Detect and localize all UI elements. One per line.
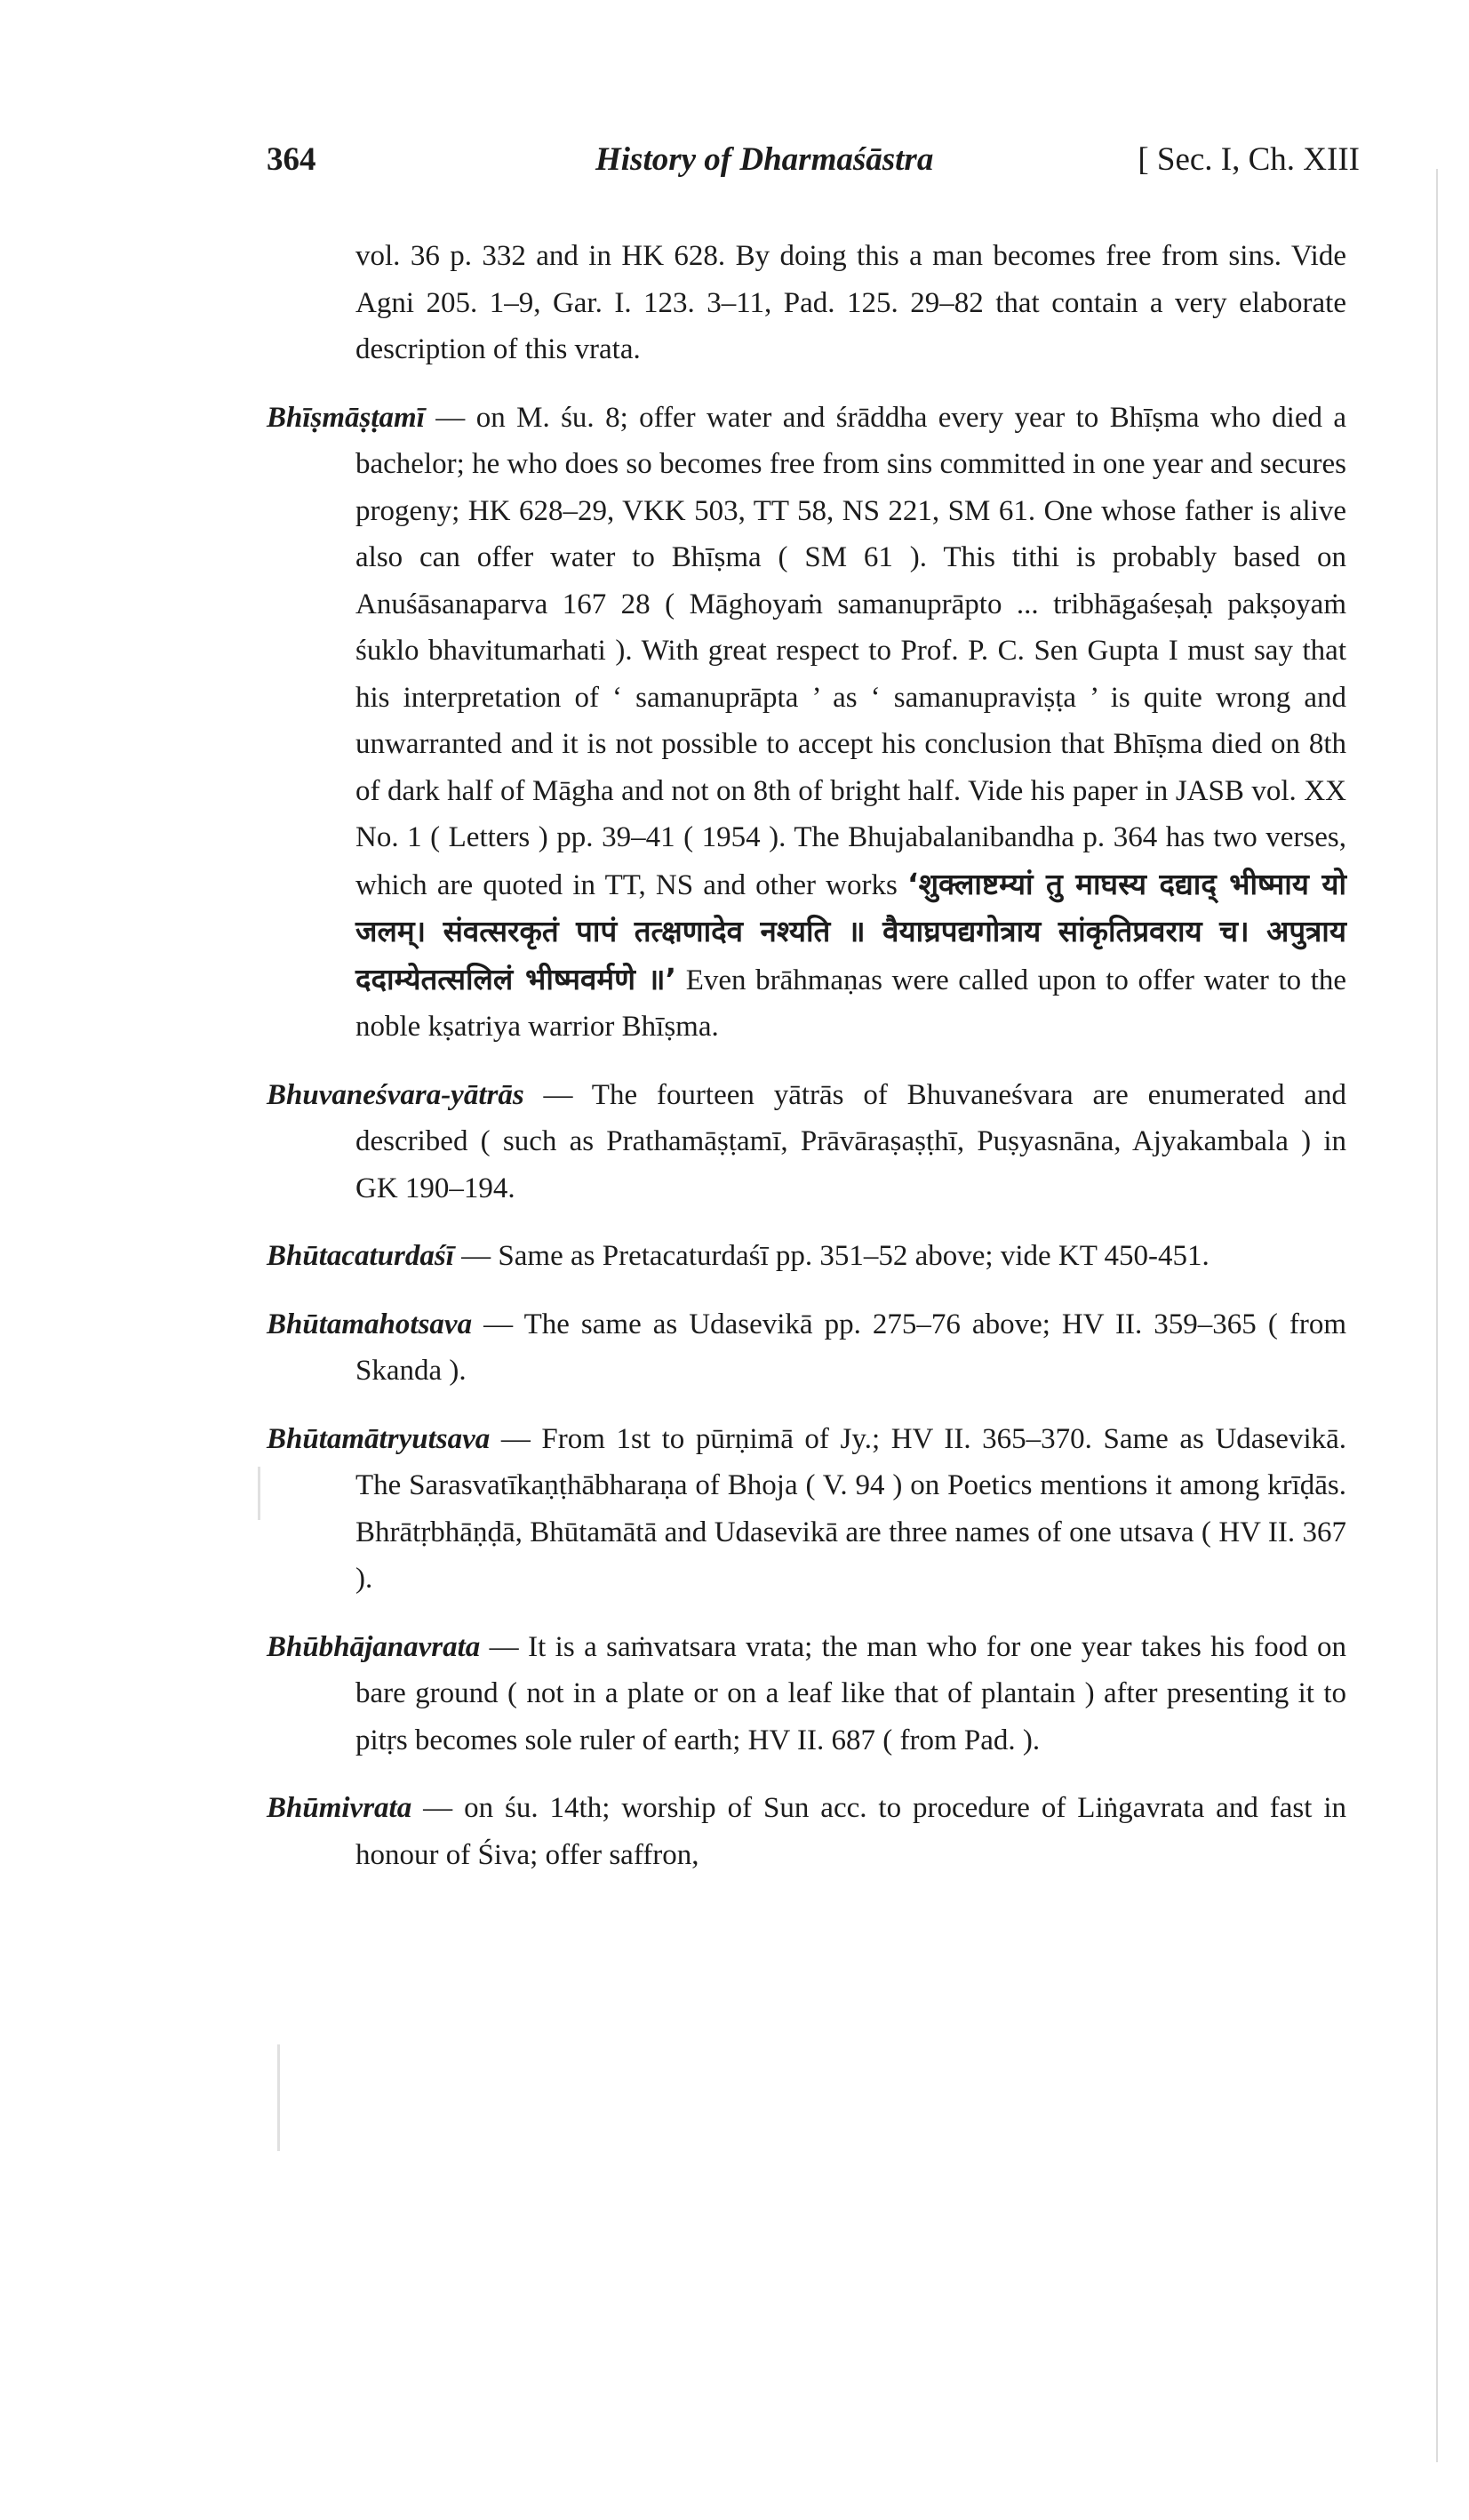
entry-bhuvanesvara-yatras xyxy=(267,1072,1346,1212)
em-dash: — xyxy=(423,1792,453,1824)
sanskrit-verse: ‘शुक्लाष्टम्यां तु माघस्य दद्याद् भीष्माय यो जलम्। संवत्सरकृतं पापं तत्क्षणादेव नश्यति ॥ वैयाघ्रपद्यगोत्राय सांकृतिप्रवराय च। अपुत्राय ददाम्येतत्सलिलं भीष्मवर्मणे ॥’ xyxy=(355,866,1347,996)
page-body xyxy=(267,233,1346,1900)
scan-edge-line xyxy=(1436,169,1438,2462)
scan-margin-mark xyxy=(277,2044,280,2151)
page-number: 364 xyxy=(267,141,316,178)
entry-text: Same as Pretacaturdaśī pp. 351–52 above; vide KT 450-451. xyxy=(498,1240,1210,1272)
entry-bhutacaturdasi xyxy=(267,1233,1346,1280)
entry-headword: Bhūtamātryutsava xyxy=(267,1422,491,1455)
entry-text: The fourteen yātrās of Bhuvaneśvara are enumerated and described ( such as Prathamāṣṭamī, Prāvāraṣaṣṭhī, Puṣyasnāna, Ajyakambala ) in GK 190–194. xyxy=(355,1078,1346,1204)
entry-bhismastami xyxy=(267,395,1346,1051)
book-title: History of Dharmaśāstra xyxy=(595,141,934,178)
entry-text: The same as Udasevikā pp. 275–76 above; HV II. 359–365 ( from Skanda ). xyxy=(355,1308,1347,1387)
entry-headword: Bhuvaneśvara-yātrās xyxy=(267,1078,524,1111)
entry-text: From 1st to pūrṇimā of Jy.; HV II. 365–370. Same as Udasevikā. The Sarasvatīkaṇṭhābharaṇa of Bhoja ( V. 94 ) on Poetics mentions it among krīḍās. Bhrātṛbhāṇḍā, Bhūtamātā and Udasevikā are three names of one utsava ( HV II. 367 ). xyxy=(355,1422,1347,1595)
entry-bhutamatryutsava xyxy=(267,1416,1346,1603)
entry-text-after: Even brāhmaṇas were called upon to offer water to the noble kṣatriya warrior Bhīṣma. xyxy=(355,964,1347,1043)
em-dash: — xyxy=(543,1078,573,1111)
entry-headword: Bhūmivrata xyxy=(267,1792,412,1824)
em-dash: — xyxy=(483,1308,514,1340)
running-header xyxy=(267,140,1360,194)
entry-continuation xyxy=(267,233,1346,373)
entry-bhutamahotsava xyxy=(267,1301,1346,1395)
scan-margin-mark xyxy=(258,1467,260,1520)
entry-text: It is a saṁvatsara vrata; the man who for one year takes his food on bare ground ( not in a plate or on a leaf like that of plantain ) after presenting it to pitṛs becomes sole ruler of earth; HV II. 687 ( from Pad. ). xyxy=(355,1630,1347,1756)
entry-headword: Bhīṣmāṣṭamī xyxy=(267,401,425,434)
em-dash: — xyxy=(489,1630,519,1663)
entry-bhumivrata xyxy=(267,1785,1346,1878)
entry-text: on M. śu. 8; offer water and śrāddha every year to Bhīṣma who died a bachelor; he who does so becomes free from sins committed in one year and secures progeny; HK 628–29, VKK 503, TT 58, NS 221, SM 61. One whose father is alive also can offer water to Bhīṣma ( SM 61 ). This tithi is probably based on Anuśāsanaparva 167 28 ( Māghoyaṁ samanuprāpto ... tribhāgaśeṣaḥ pakṣoyaṁ śuklo bhavitumarhati ). With great respect to Prof. P. C. Sen Gupta I must say that his interpretation of ‘ samanuprāpta ’ as ‘ samanupraviṣṭa ’ is quite wrong and unwarranted and it is not possible to accept his conclusion that Bhīṣma died on 8th of dark half of Māgha and not on 8th of bright half. Vide his paper in JASB vol. XX No. 1 ( Letters ) pp. 39–41 ( 1954 ). The Bhujabalanibandha p. 364 has two verses, which are quoted in TT, NS and other works xyxy=(355,401,1347,901)
em-dash: — xyxy=(500,1422,531,1455)
entry-headword: Bhūtamahotsava xyxy=(267,1308,473,1340)
em-dash: — xyxy=(435,401,466,434)
em-dash: — xyxy=(461,1240,491,1272)
entry-text: vol. 36 p. 332 and in HK 628. By doing this a man becomes free from sins. Vide Agni 205. 1–9, Gar. I. 123. 3–11, Pad. 125. 29–82 that contain a very elaborate description of this vrata. xyxy=(355,240,1346,365)
entry-headword: Bhūtacaturdaśī xyxy=(267,1240,454,1272)
entry-text: on śu. 14th; worship of Sun acc. to procedure of Liṅgavrata and fast in honour of Śiva; offer saffron, xyxy=(355,1792,1346,1871)
section-label: [ Sec. I, Ch. XIII xyxy=(1138,141,1360,178)
entry-bhubhajanavrata xyxy=(267,1624,1346,1764)
entry-headword: Bhūbhājanavrata xyxy=(267,1630,481,1663)
